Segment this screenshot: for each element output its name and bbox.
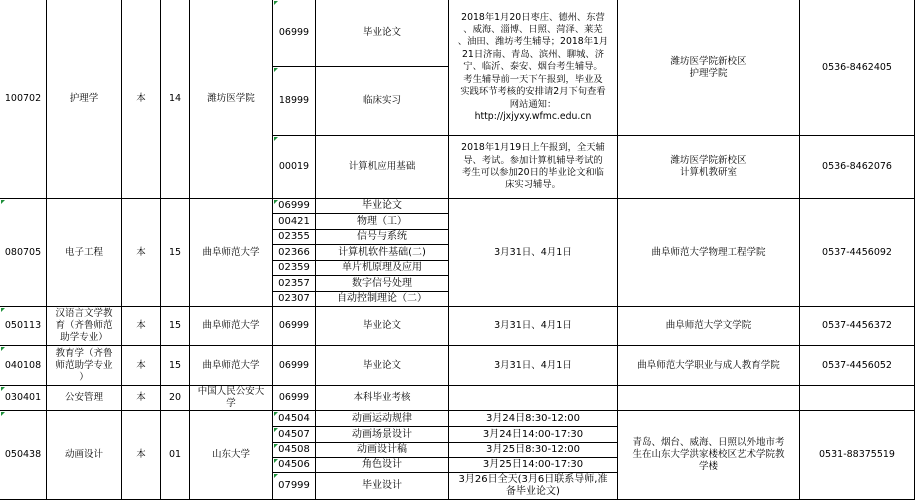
cell-marker-icon (274, 1, 278, 5)
university-cell[interactable]: 曲阜师范大学 (190, 346, 273, 386)
cell-marker-icon (274, 137, 278, 141)
cell-marker-icon (274, 68, 278, 72)
major-code-cell[interactable]: 100702 (0, 0, 47, 199)
university-cell[interactable]: 曲阜师范大学 (190, 307, 273, 346)
cell-marker-icon (274, 474, 278, 478)
course-code-cell[interactable]: 18999 (273, 67, 316, 136)
seq-cell[interactable]: 15 (161, 346, 190, 386)
course-code-cell[interactable]: 00019 (273, 136, 316, 199)
course-code-cell[interactable]: 02307 (273, 292, 316, 307)
major-code-cell[interactable]: 030401 (0, 386, 47, 411)
note-cell[interactable] (449, 386, 618, 411)
course-code-cell[interactable]: 04506 (273, 458, 316, 473)
course-code-cell[interactable]: 04504 (273, 411, 316, 427)
exam-time-cell[interactable]: 3月25日14:00-17:30 (449, 458, 618, 473)
cell-marker-icon (1, 387, 5, 391)
major-name-cell[interactable]: 护理学 (47, 0, 122, 199)
course-code-cell[interactable]: 04508 (273, 443, 316, 458)
cell-marker-icon (1, 200, 5, 204)
course-code-cell[interactable]: 06999 (273, 386, 316, 411)
major-code-cell[interactable]: 050438 (0, 411, 47, 500)
course-name-cell[interactable]: 信号与系统 (316, 230, 449, 245)
course-name-cell[interactable]: 角色设计 (316, 458, 449, 473)
course-name-cell[interactable]: 自动控制理论（二） (316, 292, 449, 307)
level-cell[interactable]: 本 (122, 411, 161, 500)
location-cell[interactable] (618, 386, 800, 411)
university-cell[interactable]: 山东大学 (190, 411, 273, 500)
exam-time-cell[interactable]: 3月25日8:30-12:00 (449, 443, 618, 458)
course-code-cell[interactable]: 02357 (273, 276, 316, 292)
phone-cell[interactable] (800, 386, 915, 411)
course-name-cell[interactable]: 动画运动规律 (316, 411, 449, 427)
note-cell[interactable]: 3月31日、4月1日 (449, 307, 618, 346)
cell-marker-icon (274, 412, 278, 416)
phone-cell[interactable]: 0537-4456372 (800, 307, 915, 346)
course-code-cell[interactable]: 00421 (273, 214, 316, 230)
major-name-cell[interactable]: 动画设计 (47, 411, 122, 500)
course-code-cell[interactable]: 06999 (273, 0, 316, 67)
course-name-cell[interactable]: 动画场景设计 (316, 427, 449, 443)
cell-marker-icon (1, 308, 5, 312)
location-cell[interactable]: 曲阜师范大学职业与成人教育学院 (618, 346, 800, 386)
university-cell[interactable]: 潍坊医学院 (190, 0, 273, 199)
note-cell[interactable]: 2018年1月19日上午报到，全天辅 导、考试。参加计算机辅导考试的 考生可以参加20日的毕业论文和临 床实习辅导。 (449, 136, 618, 199)
major-name-cell[interactable]: 公安管理 (47, 386, 122, 411)
course-code-cell[interactable]: 06999 (273, 307, 316, 346)
course-name-cell[interactable]: 毕业论文 (316, 199, 449, 214)
phone-cell[interactable]: 0536-8462076 (800, 136, 915, 199)
cell-marker-icon (274, 428, 278, 432)
cell-marker-icon (274, 200, 278, 204)
seq-cell[interactable]: 01 (161, 411, 190, 500)
course-name-cell[interactable]: 临床实习 (316, 67, 449, 136)
major-name-cell[interactable]: 教育学（齐鲁 师范助学专业 ） (47, 346, 122, 386)
seq-cell[interactable]: 15 (161, 199, 190, 307)
exam-time-cell[interactable]: 3月24日8:30-12:00 (449, 411, 618, 427)
course-code-cell[interactable]: 02366 (273, 245, 316, 261)
cell-marker-icon (1, 347, 5, 351)
note-cell[interactable]: 2018年1月20日枣庄、德州、东营 、威海、淄博、日照、菏泽、莱芜 、油田、潍坊考生辅导；2018年1月 21日济南、青岛、滨州、聊城、济 宁、临沂、泰安、烟台考生辅导。 考生辅导前一天下午报到，毕业及 实践环节考核的安排请2月下旬查看 网站通知： http://jxjyxy.wfmc.edu.cn (449, 0, 618, 136)
course-name-cell[interactable]: 物理（工） (316, 214, 449, 230)
course-name-cell[interactable]: 毕业设计 (316, 473, 449, 500)
cell-marker-icon (1, 412, 5, 416)
cell-marker-icon (274, 459, 278, 463)
phone-cell[interactable]: 0536-8462405 (800, 0, 915, 136)
exam-time-cell[interactable]: 3月26日全天(3月6日联系导师,准 备毕业论文) (449, 473, 618, 500)
course-name-cell[interactable]: 数字信号处理 (316, 276, 449, 292)
course-code-cell[interactable]: 04507 (273, 427, 316, 443)
level-cell[interactable]: 本 (122, 199, 161, 307)
note-cell[interactable]: 3月31日、4月1日 (449, 346, 618, 386)
major-name-cell[interactable]: 电子工程 (47, 199, 122, 307)
seq-cell[interactable]: 15 (161, 307, 190, 346)
course-name-cell[interactable]: 单片机原理及应用 (316, 261, 449, 276)
location-cell[interactable]: 曲阜师范大学文学院 (618, 307, 800, 346)
course-name-cell[interactable]: 计算机软件基础(二) (316, 245, 449, 261)
location-cell[interactable]: 潍坊医学院新校区 计算机教研室 (618, 136, 800, 199)
major-code-cell[interactable]: 050113 (0, 307, 47, 346)
university-cell[interactable]: 曲阜师范大学 (190, 199, 273, 307)
course-name-cell[interactable]: 计算机应用基础 (316, 136, 449, 199)
level-cell[interactable]: 本 (122, 307, 161, 346)
course-name-cell[interactable]: 毕业论文 (316, 307, 449, 346)
major-name-cell[interactable]: 汉语言文学教 育（齐鲁师范 助学专业） (47, 307, 122, 346)
location-cell[interactable]: 曲阜师范大学物理工程学院 (618, 199, 800, 307)
location-cell[interactable]: 青岛、烟台、威海、日照以外地市考 生在山东大学洪家楼校区艺术学院教 学楼 (618, 411, 800, 500)
major-code-cell[interactable]: 040108 (0, 346, 47, 386)
course-name-cell[interactable]: 毕业论文 (316, 346, 449, 386)
exam-time-cell[interactable]: 3月24日14:00-17:30 (449, 427, 618, 443)
level-cell[interactable]: 本 (122, 346, 161, 386)
course-name-cell[interactable]: 本科毕业考核 (316, 386, 449, 411)
course-name-cell[interactable]: 毕业论文 (316, 0, 449, 67)
phone-cell[interactable]: 0531-88375519 (800, 411, 915, 500)
level-cell[interactable]: 本 (122, 0, 161, 199)
course-name-cell[interactable]: 动画设计稿 (316, 443, 449, 458)
course-code-cell[interactable]: 06999 (273, 199, 316, 214)
seq-cell[interactable]: 20 (161, 386, 190, 411)
course-code-cell[interactable]: 06999 (273, 346, 316, 386)
university-cell[interactable]: 中国人民公安大 学 (190, 386, 273, 411)
course-code-cell[interactable]: 02355 (273, 230, 316, 245)
location-cell[interactable]: 潍坊医学院新校区 护理学院 (618, 0, 800, 136)
major-code-cell[interactable]: 080705 (0, 199, 47, 307)
level-cell[interactable]: 本 (122, 386, 161, 411)
seq-cell[interactable]: 14 (161, 0, 190, 199)
cell-marker-icon (274, 444, 278, 448)
phone-cell[interactable]: 0537-4456052 (800, 346, 915, 386)
note-cell[interactable]: 3月31日、4月1日 (449, 199, 618, 307)
course-code-cell[interactable]: 02359 (273, 261, 316, 276)
phone-cell[interactable]: 0537-4456092 (800, 199, 915, 307)
course-code-cell[interactable]: 07999 (273, 473, 316, 500)
